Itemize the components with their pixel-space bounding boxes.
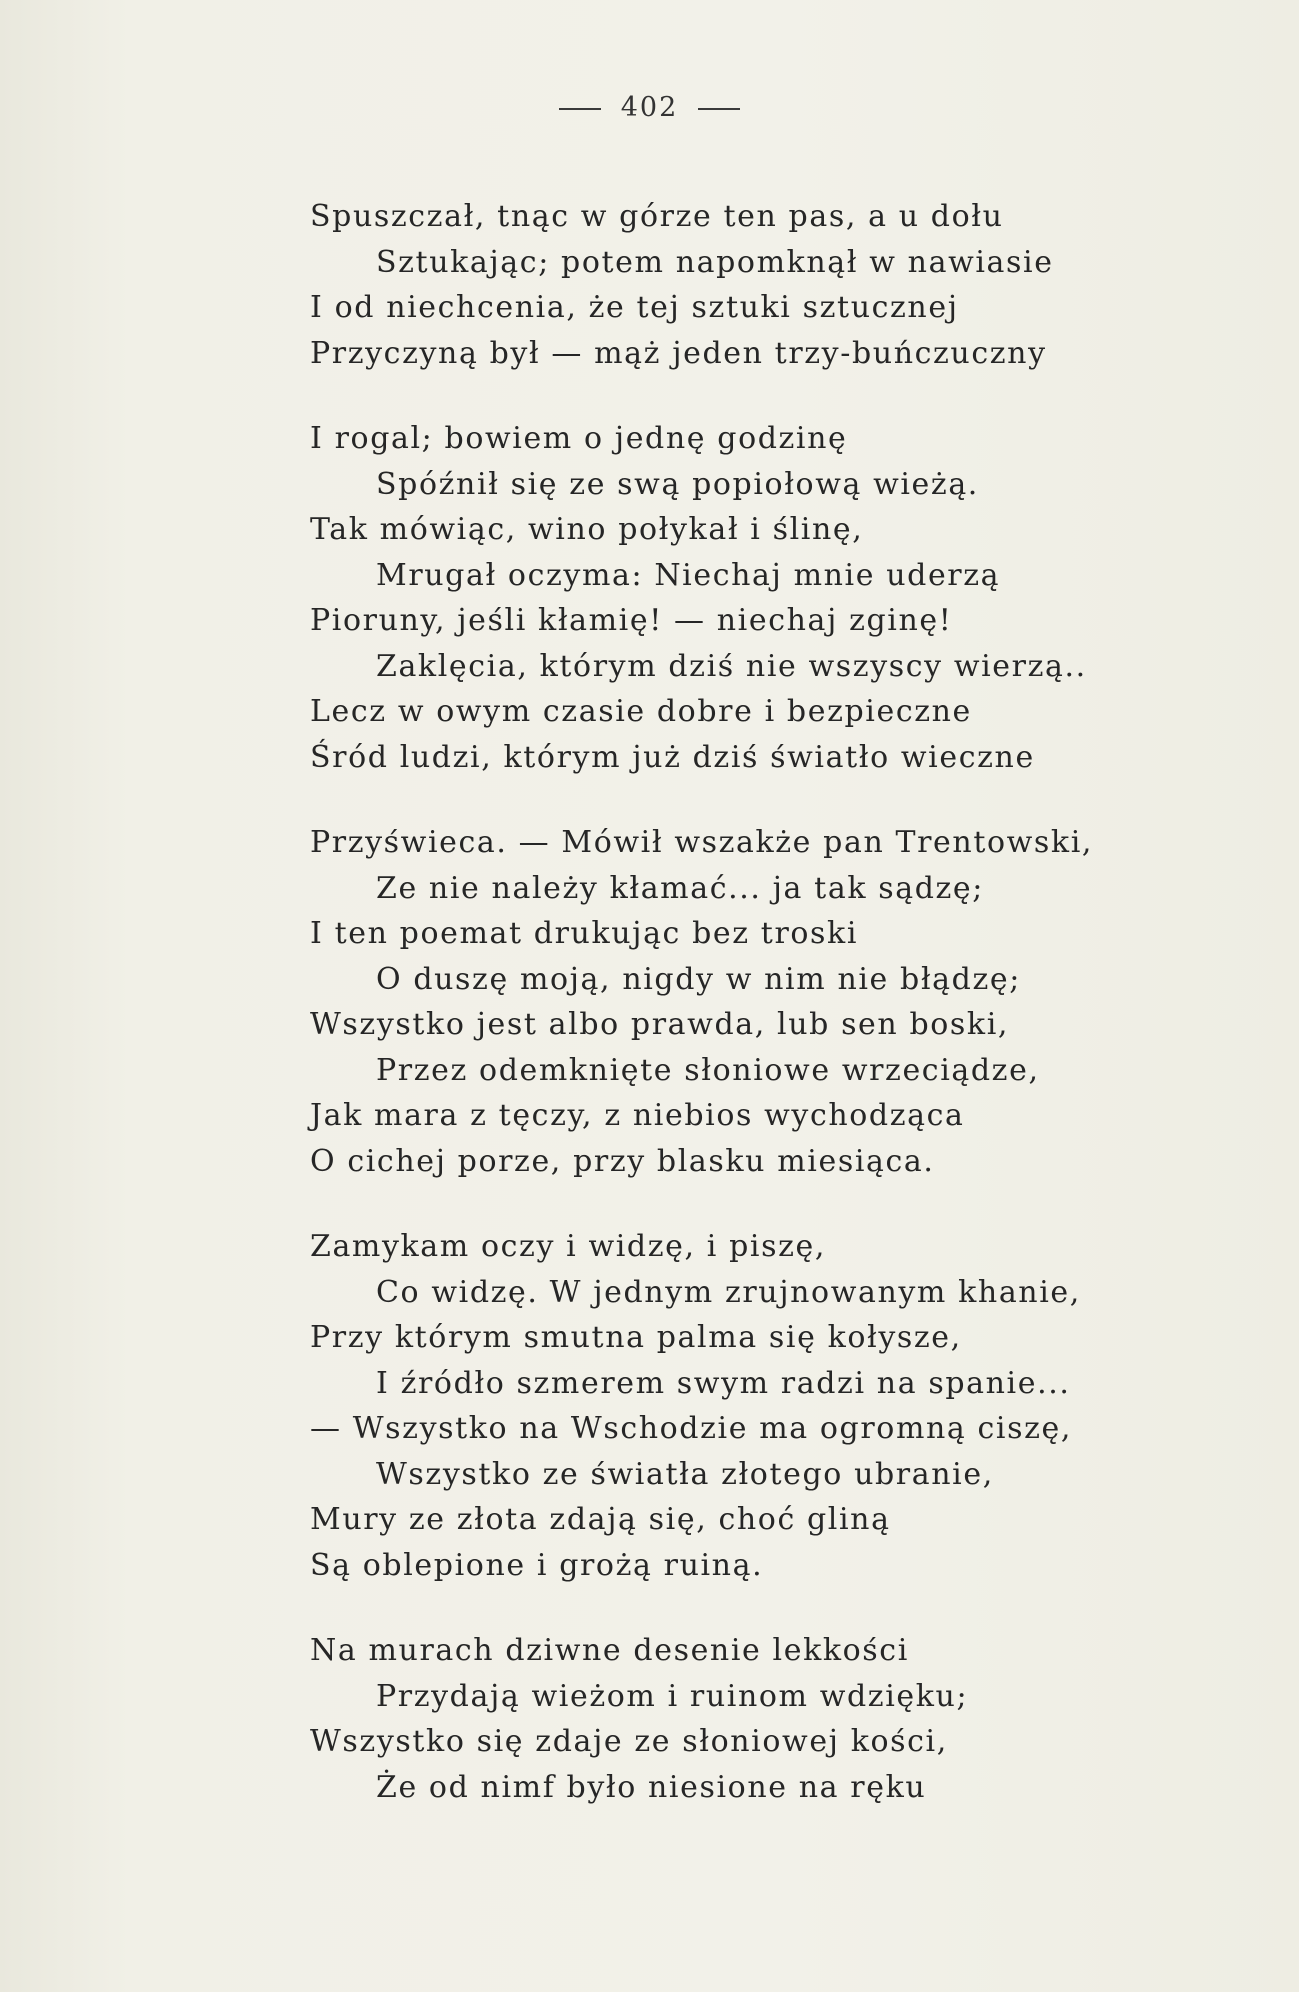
header-dash-left (559, 108, 601, 110)
poem-line: O duszę moją, nigdy w nim nie błądzę; (376, 961, 1021, 997)
poem-line: Jak mara z tęczy, z niebios wychodząca (310, 1098, 965, 1133)
poem-line: O cichej porze, przy blasku miesiąca. (310, 1143, 935, 1179)
page-number: 402 (620, 92, 679, 123)
stanza (310, 416, 1210, 780)
page-header (0, 92, 1299, 123)
poem-line: Wszystko jest albo prawda, lub sen boski, (310, 1007, 1010, 1042)
poem-line: Sztukając; potem napomknął w nawiasie (376, 244, 1054, 280)
poem-line: Mrugał oczyma: Niechaj mnie uderzą (376, 557, 1001, 593)
poem-line: Tak mówiąc, wino połykał i ślinę, (310, 512, 864, 547)
poem-line: Spuszczał, tnąc w górze ten pas, a u dołu (310, 199, 1004, 234)
header-dash-right (698, 108, 740, 110)
poem-line: Na murach dziwne desenie lekkości (310, 1633, 909, 1668)
poem-line: Spóźnił się ze swą popiołową wieżą. (376, 466, 979, 502)
poem-line: Wszystko ze światła złotego ubranie, (376, 1456, 994, 1492)
poem-line: Co widzę. W jednym zrujnowanym khanie, (376, 1274, 1081, 1310)
poem-line: Są oblepione i grożą ruiną. (310, 1547, 764, 1583)
poem-line: Przyczyną był — mąż jeden trzy-buńczuczny (310, 335, 1047, 371)
poem-line: Że od nimf było niesione na ręku (376, 1769, 927, 1805)
poem-text (310, 194, 1210, 1850)
poem-line: Lecz w owym czasie dobre i bezpieczne (310, 694, 972, 729)
poem-line: Zaklęcia, którym dziś nie wszyscy wierzą.. (376, 648, 1087, 684)
stanza (310, 820, 1210, 1184)
poem-line: Zamykam oczy i widzę, i piszę, (310, 1229, 826, 1264)
poem-line: Wszystko się zdaje ze słoniowej kości, (310, 1724, 948, 1759)
poem-line: Mury ze złota zdają się, choć gliną (310, 1502, 891, 1537)
poem-line: — Wszystko na Wschodzie ma ogromną ciszę, (310, 1411, 1073, 1446)
poem-line: Przez odemknięte słoniowe wrzeciądze, (376, 1052, 1040, 1088)
poem-line: Przydają wieżom i ruinom wdzięku; (376, 1678, 969, 1714)
poem-line: Pioruny, jeśli kłamię! — niechaj zginę! (310, 603, 953, 638)
poem-line: I od niechcenia, że tej sztuki sztucznej (310, 290, 959, 325)
poem-line: Śród ludzi, którym już dziś światło wieczne (310, 739, 1035, 775)
stanza (310, 1224, 1210, 1588)
poem-line: Ze nie należy kłamać... ja tak sądzę; (376, 870, 984, 906)
poem-line: Przy którym smutna palma się kołysze, (310, 1320, 962, 1355)
poem-line: I ten poemat drukując bez troski (310, 916, 859, 951)
stanza (310, 194, 1210, 376)
poem-line: I źródło szmerem swym radzi na spanie... (376, 1365, 1071, 1401)
poem-line: Przyświeca. — Mówił wszakże pan Trentowski, (310, 825, 1094, 860)
poem-line: I rogal; bowiem o jednę godzinę (310, 421, 848, 456)
stanza (310, 1628, 1210, 1810)
